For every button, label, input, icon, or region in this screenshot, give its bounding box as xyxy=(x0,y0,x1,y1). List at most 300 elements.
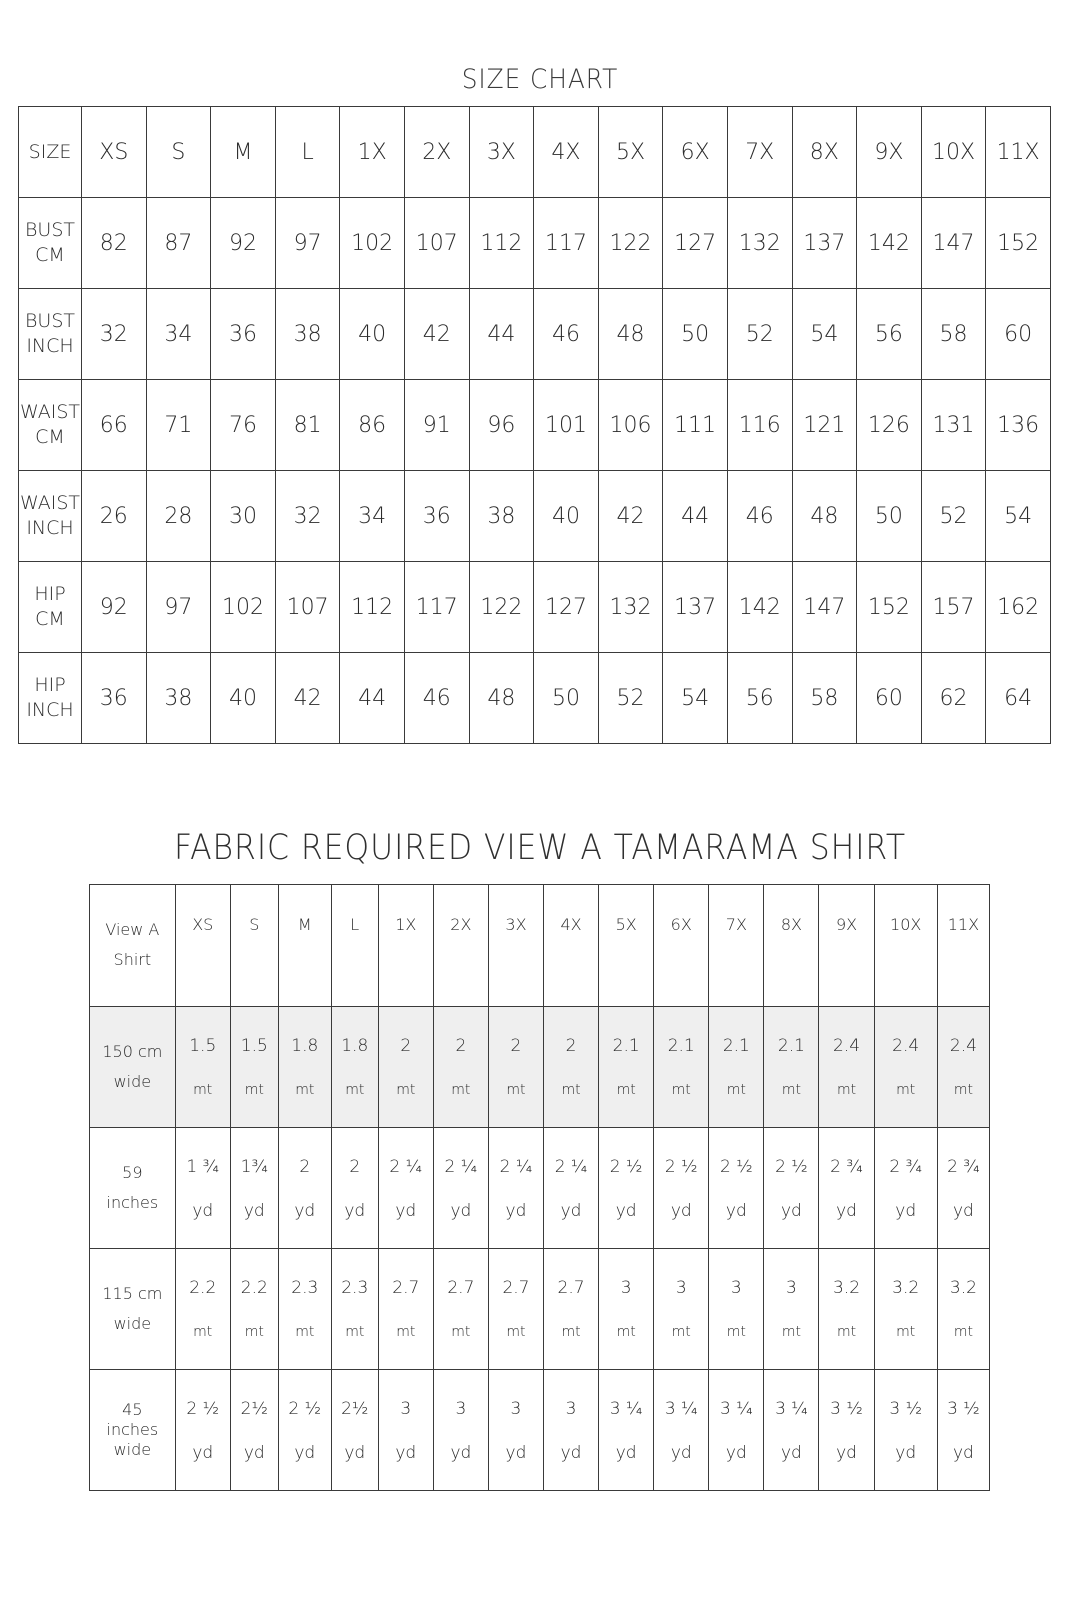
fabric-header-label-line: Shirt xyxy=(113,950,152,969)
measurement-value-cell: 127 xyxy=(534,562,599,653)
measurement-value-cell: 132 xyxy=(727,198,792,289)
fabric-amount-unit: yd xyxy=(781,1201,802,1221)
measurement-value-cell: 66 xyxy=(82,380,147,471)
size-header-cell: L xyxy=(275,107,340,198)
measurement-value-cell: 152 xyxy=(986,198,1051,289)
fabric-amount-cell xyxy=(488,1249,543,1370)
size-header-cell: 3X xyxy=(469,107,534,198)
measurement-value-cell: 58 xyxy=(792,653,857,744)
fabric-size-header-cell: 4X xyxy=(544,885,599,1007)
size-table-row xyxy=(19,198,1051,289)
fabric-size-header-cell: 9X xyxy=(819,885,874,1007)
fabric-amount-value: 1.8 xyxy=(291,1036,319,1056)
measurement-value-cell: 76 xyxy=(211,380,276,471)
measurement-value-cell: 42 xyxy=(275,653,340,744)
fabric-width-label-line: inches xyxy=(106,1193,159,1212)
fabric-amount-unit: mt xyxy=(671,1324,691,1340)
fabric-amount-value: 3 ½ xyxy=(889,1399,923,1419)
fabric-amount-cell xyxy=(331,1370,378,1491)
measurement-value-cell: 91 xyxy=(404,380,469,471)
fabric-amount-cell xyxy=(433,1007,488,1128)
fabric-amount-value: 2 xyxy=(510,1036,522,1056)
measurement-label xyxy=(19,653,82,744)
measurement-value-cell: 92 xyxy=(211,198,276,289)
measurement-value-cell: 136 xyxy=(986,380,1051,471)
fabric-amount-unit: mt xyxy=(561,1324,581,1340)
fabric-amount-cell xyxy=(937,1370,989,1491)
measurement-value-cell: 36 xyxy=(404,471,469,562)
fabric-amount-unit: yd xyxy=(192,1443,214,1463)
measurement-label xyxy=(19,198,82,289)
size-header-cell: 5X xyxy=(598,107,663,198)
fabric-amount-cell xyxy=(433,1370,488,1491)
fabric-size-header-cell: M xyxy=(278,885,331,1007)
fabric-amount-cell xyxy=(175,1249,230,1370)
fabric-amount-value: 3 ¼ xyxy=(664,1399,698,1419)
fabric-header-label xyxy=(90,885,176,1007)
fabric-amount-unit: yd xyxy=(243,1443,265,1463)
fabric-amount-cell xyxy=(278,1007,331,1128)
fabric-amount-unit: mt xyxy=(561,1082,581,1098)
size-header-cell: XS xyxy=(82,107,147,198)
measurement-value-cell: 117 xyxy=(534,198,599,289)
measurement-value-cell: 122 xyxy=(598,198,663,289)
fabric-required-table xyxy=(89,884,990,1491)
measurement-value-cell: 32 xyxy=(82,289,147,380)
measurement-value-cell: 48 xyxy=(792,471,857,562)
measurement-value-cell: 97 xyxy=(275,198,340,289)
measurement-value-cell: 107 xyxy=(275,562,340,653)
fabric-amount-value: 2.1 xyxy=(667,1036,695,1056)
measurement-value-cell: 40 xyxy=(534,471,599,562)
fabric-amount-value: 2 ½ xyxy=(186,1399,220,1419)
fabric-amount-unit: yd xyxy=(952,1443,974,1463)
fabric-amount-cell xyxy=(331,1007,378,1128)
fabric-amount-unit: yd xyxy=(294,1201,316,1221)
size-header-label: SIZE xyxy=(19,107,82,198)
size-table-row xyxy=(19,380,1051,471)
fabric-size-header-cell: 11X xyxy=(937,885,989,1007)
fabric-amount-value: 1 ¾ xyxy=(186,1157,220,1177)
fabric-amount-value: 3.2 xyxy=(833,1278,861,1298)
fabric-amount-unit: mt xyxy=(396,1324,416,1340)
fabric-amount-unit: mt xyxy=(726,1324,746,1340)
measurement-label-line: WAIST xyxy=(19,492,80,514)
fabric-amount-cell xyxy=(378,1370,433,1491)
fabric-amount-cell xyxy=(230,1249,278,1370)
fabric-amount-value: 2 ½ xyxy=(664,1157,698,1177)
measurement-value-cell: 107 xyxy=(404,198,469,289)
measurement-value-cell: 38 xyxy=(275,289,340,380)
measurement-value-cell: 44 xyxy=(469,289,534,380)
fabric-amount-unit: yd xyxy=(560,1201,582,1221)
measurement-value-cell: 30 xyxy=(211,471,276,562)
fabric-amount-unit: yd xyxy=(781,1443,802,1463)
fabric-amount-cell xyxy=(599,1128,654,1249)
measurement-value-cell: 112 xyxy=(469,198,534,289)
fabric-amount-value: 2.7 xyxy=(502,1278,530,1298)
measurement-value-cell: 81 xyxy=(275,380,340,471)
fabric-amount-cell xyxy=(175,1007,230,1128)
size-header-cell: 11X xyxy=(986,107,1051,198)
fabric-amount-value: 3 xyxy=(730,1278,742,1298)
fabric-size-header-cell: 3X xyxy=(488,885,543,1007)
fabric-size-header-cell: 5X xyxy=(599,885,654,1007)
fabric-amount-cell xyxy=(488,1007,543,1128)
fabric-amount-value: 2 ½ xyxy=(288,1399,322,1419)
measurement-value-cell: 56 xyxy=(727,653,792,744)
fabric-amount-value: 2.4 xyxy=(833,1036,861,1056)
fabric-amount-cell xyxy=(819,1128,874,1249)
fabric-amount-value: 3 xyxy=(455,1399,467,1419)
fabric-amount-unit: mt xyxy=(244,1324,264,1340)
measurement-value-cell: 86 xyxy=(340,380,405,471)
fabric-amount-cell xyxy=(709,1128,764,1249)
fabric-size-header-cell: 1X xyxy=(378,885,433,1007)
measurement-value-cell: 38 xyxy=(469,471,534,562)
fabric-amount-value: 1.5 xyxy=(240,1036,268,1056)
measurement-value-cell: 34 xyxy=(340,471,405,562)
fabric-amount-value: 3.2 xyxy=(949,1278,977,1298)
measurement-unit-line: INCH xyxy=(26,699,74,721)
fabric-amount-unit: yd xyxy=(895,1201,917,1221)
measurement-value-cell: 62 xyxy=(921,653,986,744)
fabric-amount-unit: mt xyxy=(244,1082,264,1098)
measurement-value-cell: 122 xyxy=(469,562,534,653)
fabric-amount-unit: yd xyxy=(615,1201,637,1221)
fabric-amount-value: 2.1 xyxy=(777,1036,805,1056)
fabric-amount-value: 3 ½ xyxy=(947,1399,980,1419)
measurement-value-cell: 28 xyxy=(146,471,211,562)
fabric-amount-unit: mt xyxy=(295,1082,315,1098)
measurement-value-cell: 46 xyxy=(534,289,599,380)
fabric-amount-value: 2 ½ xyxy=(719,1157,753,1177)
fabric-amount-cell xyxy=(764,1128,819,1249)
fabric-size-header-cell: 8X xyxy=(764,885,819,1007)
measurement-value-cell: 26 xyxy=(82,471,147,562)
fabric-amount-value: 2.3 xyxy=(341,1278,369,1298)
size-header-cell: S xyxy=(146,107,211,198)
fabric-header-row xyxy=(90,885,990,1007)
fabric-amount-cell xyxy=(874,1007,937,1128)
fabric-amount-unit: mt xyxy=(781,1324,801,1340)
fabric-amount-cell xyxy=(654,1370,709,1491)
fabric-amount-unit: mt xyxy=(616,1082,636,1098)
fabric-amount-value: 2.2 xyxy=(240,1278,268,1298)
measurement-value-cell: 40 xyxy=(211,653,276,744)
fabric-amount-cell xyxy=(874,1128,937,1249)
fabric-amount-unit: yd xyxy=(395,1443,417,1463)
measurement-value-cell: 71 xyxy=(146,380,211,471)
fabric-table-row xyxy=(90,1249,990,1370)
measurement-value-cell: 111 xyxy=(663,380,728,471)
fabric-amount-cell xyxy=(544,1249,599,1370)
fabric-size-header-cell: XS xyxy=(175,885,230,1007)
measurement-value-cell: 157 xyxy=(921,562,986,653)
fabric-amount-unit: mt xyxy=(616,1324,636,1340)
fabric-amount-value: 2.7 xyxy=(447,1278,475,1298)
fabric-amount-value: 2 ¾ xyxy=(947,1157,980,1177)
measurement-value-cell: 40 xyxy=(340,289,405,380)
fabric-amount-cell xyxy=(599,1249,654,1370)
fabric-amount-cell xyxy=(709,1249,764,1370)
measurement-unit-line: INCH xyxy=(26,517,74,539)
size-table-row xyxy=(19,289,1051,380)
fabric-amount-cell xyxy=(937,1128,989,1249)
measurement-label-line: HIP xyxy=(34,674,66,696)
measurement-value-cell: 96 xyxy=(469,380,534,471)
fabric-amount-value: 2.7 xyxy=(392,1278,420,1298)
fabric-amount-cell xyxy=(874,1249,937,1370)
size-header-cell: 1X xyxy=(340,107,405,198)
fabric-amount-cell xyxy=(488,1370,543,1491)
fabric-amount-unit: mt xyxy=(193,1082,213,1098)
fabric-amount-cell xyxy=(230,1370,278,1491)
measurement-value-cell: 82 xyxy=(82,198,147,289)
measurement-value-cell: 64 xyxy=(986,653,1051,744)
measurement-value-cell: 58 xyxy=(921,289,986,380)
fabric-amount-unit: yd xyxy=(725,1443,747,1463)
measurement-value-cell: 52 xyxy=(598,653,663,744)
fabric-size-header-cell: L xyxy=(331,885,378,1007)
fabric-amount-value: 3.2 xyxy=(892,1278,920,1298)
measurement-unit-line: CM xyxy=(35,608,65,630)
measurement-value-cell: 50 xyxy=(663,289,728,380)
measurement-value-cell: 52 xyxy=(727,289,792,380)
fabric-width-label-line: inches xyxy=(106,1420,159,1439)
fabric-width-label-line: 45 xyxy=(122,1400,143,1419)
measurement-value-cell: 106 xyxy=(598,380,663,471)
fabric-amount-unit: yd xyxy=(670,1201,692,1221)
measurement-value-cell: 117 xyxy=(404,562,469,653)
fabric-amount-cell xyxy=(331,1128,378,1249)
size-header-row xyxy=(19,107,1051,198)
fabric-amount-value: 2 xyxy=(565,1036,577,1056)
measurement-value-cell: 54 xyxy=(792,289,857,380)
fabric-amount-unit: yd xyxy=(952,1201,974,1221)
fabric-amount-cell xyxy=(175,1128,230,1249)
fabric-amount-value: 2 ¼ xyxy=(554,1157,588,1177)
measurement-value-cell: 127 xyxy=(663,198,728,289)
measurement-label xyxy=(19,289,82,380)
measurement-value-cell: 44 xyxy=(340,653,405,744)
fabric-amount-unit: mt xyxy=(506,1324,526,1340)
fabric-amount-value: 2 xyxy=(299,1157,311,1177)
measurement-value-cell: 38 xyxy=(146,653,211,744)
measurement-value-cell: 131 xyxy=(921,380,986,471)
fabric-amount-cell xyxy=(654,1128,709,1249)
fabric-amount-cell xyxy=(278,1249,331,1370)
fabric-amount-value: 1.8 xyxy=(341,1036,369,1056)
size-chart-table xyxy=(18,106,1051,744)
fabric-size-header-cell: 7X xyxy=(709,885,764,1007)
fabric-amount-cell xyxy=(764,1249,819,1370)
measurement-value-cell: 60 xyxy=(857,653,922,744)
fabric-amount-value: 2.3 xyxy=(291,1278,319,1298)
fabric-amount-cell xyxy=(278,1370,331,1491)
measurement-value-cell: 60 xyxy=(986,289,1051,380)
fabric-amount-value: 3 xyxy=(620,1278,632,1298)
fabric-size-header-cell: 10X xyxy=(874,885,937,1007)
measurement-label-line: HIP xyxy=(34,583,66,605)
fabric-amount-unit: yd xyxy=(344,1201,366,1221)
fabric-amount-unit: mt xyxy=(295,1324,315,1340)
measurement-label-line: BUST xyxy=(24,219,75,241)
fabric-amount-unit: mt xyxy=(451,1324,471,1340)
fabric-amount-value: 2 ¼ xyxy=(389,1157,423,1177)
fabric-amount-unit: yd xyxy=(725,1201,747,1221)
fabric-amount-cell xyxy=(544,1007,599,1128)
fabric-amount-value: 1¾ xyxy=(240,1157,268,1177)
measurement-value-cell: 147 xyxy=(921,198,986,289)
fabric-amount-cell xyxy=(488,1128,543,1249)
fabric-amount-value: 3 ¼ xyxy=(609,1399,643,1419)
fabric-amount-cell xyxy=(709,1007,764,1128)
fabric-amount-cell xyxy=(819,1007,874,1128)
fabric-size-header-cell: S xyxy=(230,885,278,1007)
fabric-width-label xyxy=(90,1370,176,1491)
fabric-amount-unit: mt xyxy=(396,1082,416,1098)
fabric-width-label-line: 59 xyxy=(122,1163,143,1182)
measurement-value-cell: 48 xyxy=(469,653,534,744)
fabric-amount-unit: yd xyxy=(836,1443,857,1463)
measurement-value-cell: 34 xyxy=(146,289,211,380)
fabric-width-label-line: wide xyxy=(113,1440,152,1459)
measurement-value-cell: 56 xyxy=(857,289,922,380)
fabric-width-label-line: 115 cm xyxy=(102,1284,163,1303)
measurement-value-cell: 87 xyxy=(146,198,211,289)
fabric-amount-value: 2 xyxy=(400,1036,412,1056)
fabric-amount-unit: mt xyxy=(896,1082,916,1098)
fabric-amount-value: 2½ xyxy=(341,1399,369,1419)
measurement-value-cell: 54 xyxy=(663,653,728,744)
size-header-cell: 8X xyxy=(792,107,857,198)
measurement-value-cell: 46 xyxy=(404,653,469,744)
fabric-amount-value: 1.5 xyxy=(189,1036,217,1056)
fabric-width-label xyxy=(90,1007,176,1128)
fabric-amount-unit: yd xyxy=(560,1443,582,1463)
fabric-amount-cell xyxy=(937,1249,989,1370)
fabric-amount-value: 2.4 xyxy=(892,1036,920,1056)
fabric-amount-unit: mt xyxy=(896,1324,916,1340)
measurement-value-cell: 101 xyxy=(534,380,599,471)
measurement-label-line: BUST xyxy=(24,310,75,332)
measurement-value-cell: 32 xyxy=(275,471,340,562)
size-header-cell: 2X xyxy=(404,107,469,198)
fabric-amount-cell xyxy=(378,1249,433,1370)
fabric-amount-cell xyxy=(378,1128,433,1249)
fabric-amount-cell xyxy=(230,1007,278,1128)
fabric-amount-unit: yd xyxy=(505,1201,527,1221)
fabric-amount-unit: yd xyxy=(243,1201,265,1221)
fabric-amount-unit: mt xyxy=(953,1082,973,1098)
fabric-amount-value: 2.2 xyxy=(189,1278,217,1298)
fabric-amount-cell xyxy=(544,1128,599,1249)
measurement-value-cell: 36 xyxy=(82,653,147,744)
fabric-amount-value: 3 xyxy=(400,1399,412,1419)
fabric-amount-unit: mt xyxy=(781,1082,801,1098)
fabric-amount-unit: yd xyxy=(450,1443,472,1463)
fabric-amount-unit: yd xyxy=(895,1443,917,1463)
fabric-amount-cell xyxy=(175,1370,230,1491)
measurement-unit-line: CM xyxy=(35,426,65,448)
fabric-amount-unit: mt xyxy=(836,1082,857,1098)
fabric-amount-cell xyxy=(709,1370,764,1491)
fabric-width-label-line: 150 cm xyxy=(102,1042,163,1061)
fabric-amount-cell xyxy=(654,1007,709,1128)
measurement-value-cell: 142 xyxy=(727,562,792,653)
measurement-value-cell: 147 xyxy=(792,562,857,653)
size-chart-title: SIZE CHART xyxy=(461,64,619,95)
fabric-amount-value: 2.7 xyxy=(557,1278,585,1298)
fabric-amount-unit: yd xyxy=(450,1201,472,1221)
measurement-value-cell: 54 xyxy=(986,471,1051,562)
fabric-amount-unit: yd xyxy=(294,1443,316,1463)
fabric-amount-unit: yd xyxy=(395,1201,417,1221)
fabric-amount-value: 3 ½ xyxy=(830,1399,863,1419)
measurement-label xyxy=(19,562,82,653)
measurement-value-cell: 52 xyxy=(921,471,986,562)
size-header-cell: 6X xyxy=(663,107,728,198)
fabric-chart-title: FABRIC REQUIRED VIEW A TAMARAMA SHIRT xyxy=(173,828,907,868)
measurement-value-cell: 102 xyxy=(211,562,276,653)
measurement-label-line: WAIST xyxy=(19,401,80,423)
fabric-amount-cell xyxy=(378,1007,433,1128)
measurement-label xyxy=(19,471,82,562)
fabric-amount-value: 3 xyxy=(510,1399,522,1419)
fabric-amount-unit: mt xyxy=(836,1324,857,1340)
fabric-amount-cell xyxy=(331,1249,378,1370)
size-header-cell: 10X xyxy=(921,107,986,198)
fabric-amount-value: 3 ¼ xyxy=(775,1399,808,1419)
measurement-value-cell: 42 xyxy=(404,289,469,380)
fabric-size-header-cell: 2X xyxy=(433,885,488,1007)
fabric-table-row xyxy=(90,1007,990,1128)
fabric-amount-value: 3 xyxy=(565,1399,577,1419)
fabric-amount-cell xyxy=(599,1370,654,1491)
fabric-amount-unit: mt xyxy=(451,1082,471,1098)
fabric-table-row xyxy=(90,1128,990,1249)
fabric-amount-cell xyxy=(764,1370,819,1491)
fabric-amount-cell xyxy=(230,1128,278,1249)
fabric-amount-unit: mt xyxy=(726,1082,746,1098)
fabric-amount-cell xyxy=(433,1128,488,1249)
fabric-size-header-cell: 6X xyxy=(654,885,709,1007)
size-table-row xyxy=(19,471,1051,562)
measurement-value-cell: 126 xyxy=(857,380,922,471)
fabric-amount-cell xyxy=(654,1249,709,1370)
fabric-amount-value: 3 xyxy=(786,1278,797,1298)
fabric-amount-unit: mt xyxy=(953,1324,973,1340)
measurement-value-cell: 48 xyxy=(598,289,663,380)
fabric-amount-unit: yd xyxy=(836,1201,857,1221)
size-header-cell: 7X xyxy=(727,107,792,198)
fabric-amount-value: 2 xyxy=(455,1036,467,1056)
measurement-label xyxy=(19,380,82,471)
fabric-amount-unit: yd xyxy=(670,1443,692,1463)
measurement-value-cell: 132 xyxy=(598,562,663,653)
fabric-amount-value: 2.1 xyxy=(612,1036,640,1056)
fabric-amount-value: 2 xyxy=(349,1157,361,1177)
measurement-value-cell: 50 xyxy=(534,653,599,744)
fabric-amount-unit: mt xyxy=(345,1082,365,1098)
measurement-value-cell: 116 xyxy=(727,380,792,471)
fabric-amount-unit: yd xyxy=(505,1443,527,1463)
fabric-amount-value: 2 ½ xyxy=(775,1157,808,1177)
fabric-amount-value: 2½ xyxy=(240,1399,268,1419)
size-header-cell: 9X xyxy=(857,107,922,198)
fabric-amount-cell xyxy=(764,1007,819,1128)
